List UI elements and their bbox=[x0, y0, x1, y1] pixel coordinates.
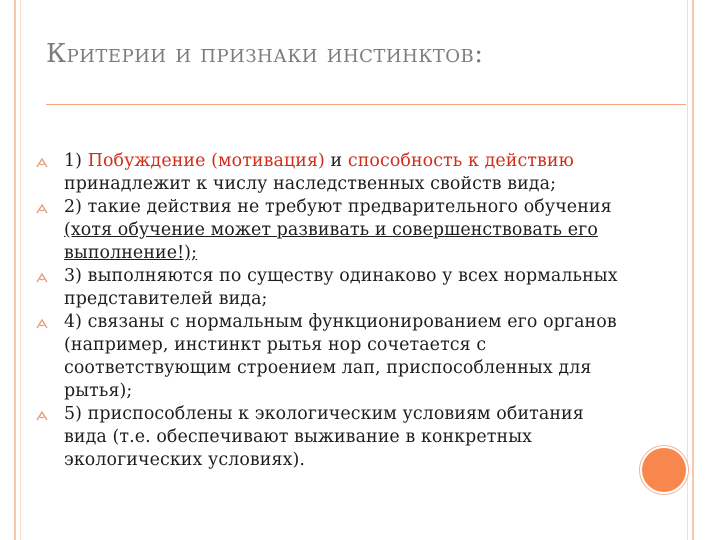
bullet-icon bbox=[36, 157, 48, 169]
item-text: 3) выполняются по существу одинаково у всех нормальных представителей вида; bbox=[64, 266, 618, 309]
list-item bbox=[64, 265, 624, 311]
list-item bbox=[64, 311, 624, 403]
bullet-icon bbox=[36, 203, 48, 215]
item-text: 5) приспособлены к экологическим условиям обитания вида (т.е. обеспечивают выживание в конкретных экологических условиях). bbox=[64, 404, 584, 470]
list-item bbox=[64, 196, 624, 265]
decorative-circle bbox=[642, 448, 686, 492]
item-connector: и bbox=[324, 151, 348, 171]
title-divider bbox=[46, 104, 686, 105]
item-underlined-note: (хотя обучение может развивать и совершенствовать его выполнение!); bbox=[64, 220, 598, 263]
list-item bbox=[64, 403, 624, 472]
item-text: принадлежит к числу наследственных свойств вида; bbox=[64, 174, 557, 194]
bullet-icon bbox=[36, 410, 48, 422]
motivation-term: Побуждение (мотивация) bbox=[87, 151, 325, 171]
item-text: 4) связаны с нормальным функционированием его органов (например, инстинкт рытья нор сочетается с соответствующим строением лап, приспособленных для рытья); bbox=[64, 312, 617, 401]
slide-title: Критерии и признаки инстинктов: bbox=[46, 39, 484, 69]
bullet-icon bbox=[36, 272, 48, 284]
list-item bbox=[64, 150, 624, 196]
item-text: 2) такие действия не требуют предварительного обучения bbox=[64, 197, 612, 217]
criteria-list bbox=[64, 150, 624, 472]
ability-term: способность к действию bbox=[347, 151, 574, 171]
item-number: 1) bbox=[64, 151, 88, 171]
bullet-icon bbox=[36, 318, 48, 330]
